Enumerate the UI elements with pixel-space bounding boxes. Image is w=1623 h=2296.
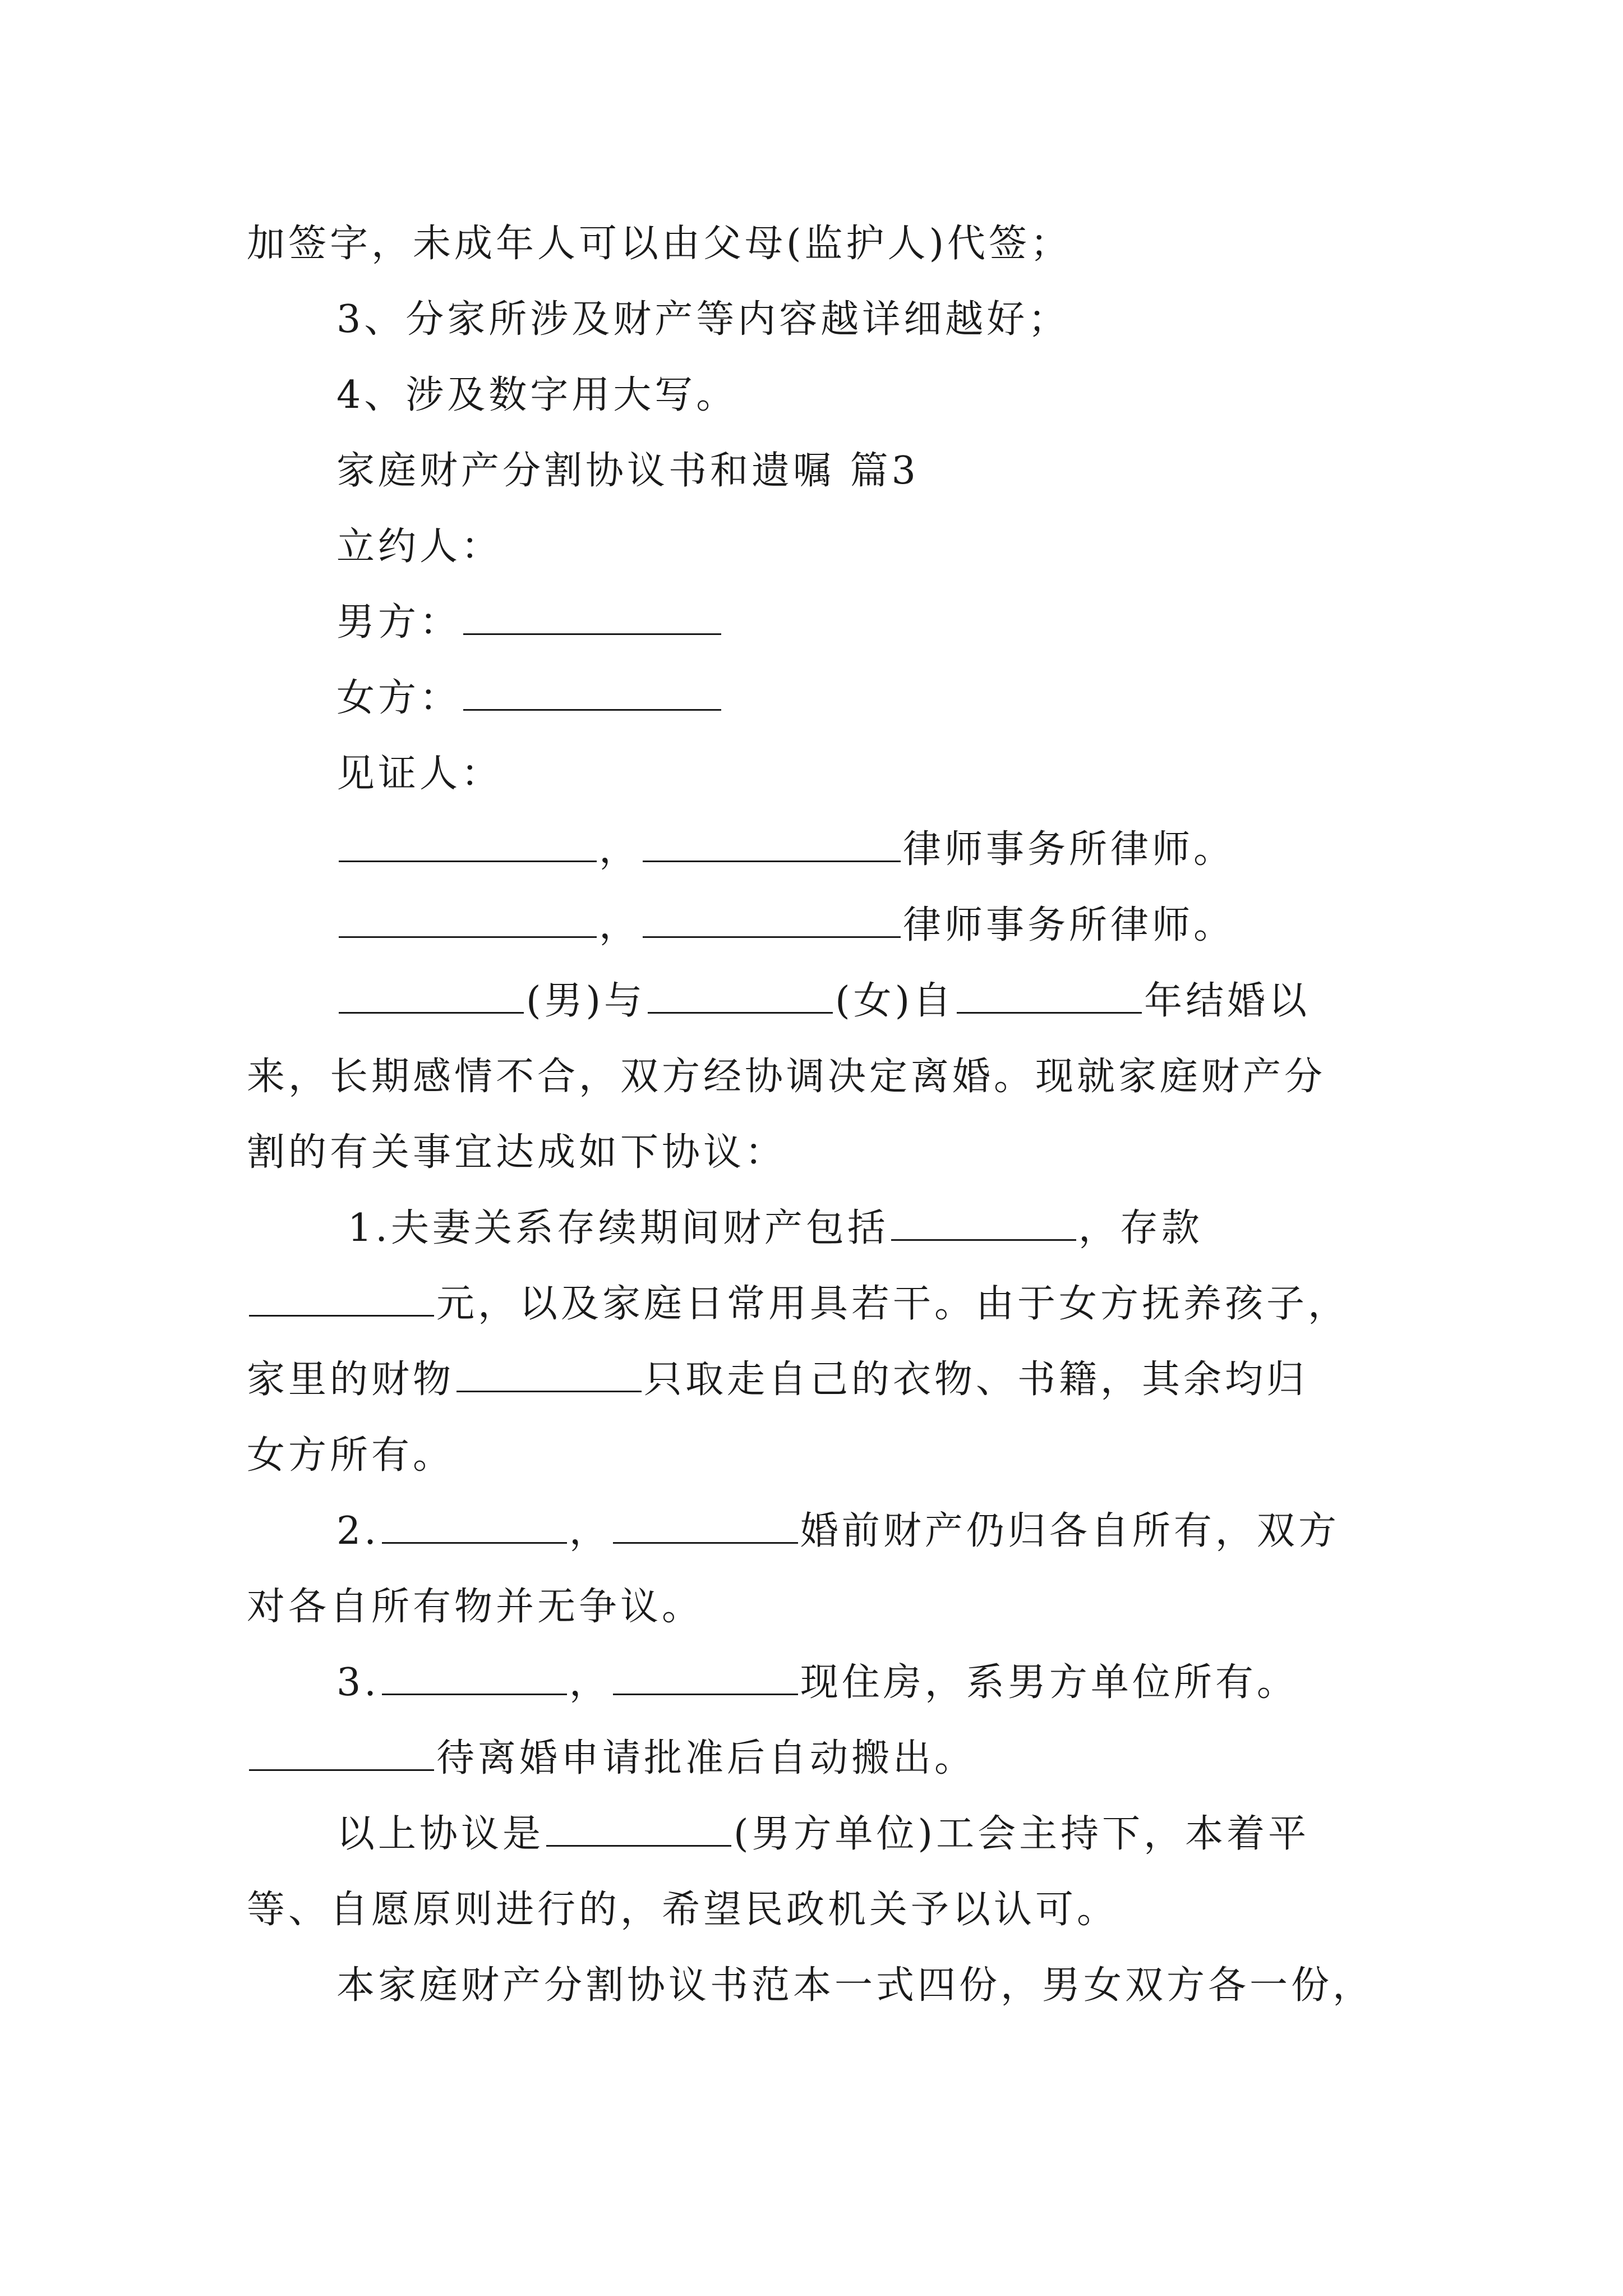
text-line — [336, 356, 1391, 435]
text-segment: 3、分家所涉及财产等内容越详细越好； — [336, 297, 1070, 342]
text-line — [247, 1114, 1391, 1192]
text-line — [336, 508, 1391, 586]
text-segment: 2. — [336, 1509, 380, 1553]
fill-in-blank — [957, 968, 1142, 1014]
text-segment: 来，长期感情不合，双方经协调决定离婚。现就家庭财产分 — [247, 1055, 1326, 1099]
text-line — [348, 1189, 1391, 1268]
field-label: 女方： — [336, 676, 462, 720]
text-line — [336, 1492, 1391, 1571]
fill-in-blank — [339, 817, 597, 862]
field-label: 男方： — [336, 600, 462, 645]
text-segment: ， — [569, 1509, 611, 1553]
text-segment: 律师事务所律师。 — [903, 903, 1235, 947]
section-title: 家庭财产分割协议书和遗嘱 篇3 — [336, 449, 919, 493]
text-line — [247, 1416, 1391, 1495]
text-line — [336, 811, 1391, 889]
fill-in-blank — [249, 1271, 434, 1317]
text-line — [336, 886, 1391, 965]
fill-in-blank — [643, 817, 901, 862]
fill-in-blank — [613, 1498, 798, 1544]
fill-in-blank — [463, 590, 721, 635]
text-segment: 待离婚申请批准后自动搬出。 — [436, 1736, 976, 1780]
text-line — [247, 205, 1391, 283]
text-line — [247, 1038, 1391, 1116]
text-line — [336, 735, 1391, 813]
field-label: 立约人： — [336, 524, 503, 569]
text-segment: 以上协议是 — [336, 1812, 545, 1856]
text-segment: ， — [599, 903, 641, 947]
text-segment: 女方所有。 — [247, 1433, 455, 1478]
text-segment: (女)自 — [835, 979, 955, 1023]
fill-in-blank — [613, 1650, 798, 1695]
text-segment: 年结婚以 — [1144, 979, 1311, 1023]
text-segment: ， — [599, 827, 641, 872]
fill-in-blank — [382, 1650, 567, 1695]
fill-in-blank — [643, 892, 901, 938]
fill-in-blank — [546, 1801, 731, 1847]
text-line — [336, 1644, 1391, 1722]
text-segment: 现住房，系男方单位所有。 — [800, 1660, 1298, 1705]
text-segment: 加签字，未成年人可以由父母(监护人)代签； — [247, 222, 1072, 266]
fill-in-blank — [463, 665, 721, 711]
text-segment: 家里的财物 — [247, 1358, 455, 1402]
text-line — [336, 659, 1391, 738]
text-line — [336, 1795, 1391, 1874]
fill-in-blank — [339, 892, 597, 938]
text-segment: 对各自所有物并无争议。 — [247, 1585, 704, 1629]
text-line — [247, 1265, 1391, 1343]
text-line — [247, 1341, 1391, 1419]
text-line — [336, 583, 1391, 662]
fill-in-blank — [891, 1195, 1076, 1241]
text-segment: ，存款 — [1078, 1206, 1203, 1250]
fill-in-blank — [457, 1347, 642, 1392]
fill-in-blank — [382, 1498, 567, 1544]
text-line — [336, 962, 1391, 1041]
text-line — [336, 280, 1391, 359]
text-segment: 律师事务所律师。 — [903, 827, 1235, 872]
text-segment: 婚前财产仍归各自所有，双方 — [800, 1509, 1340, 1553]
text-segment: 4、涉及数字用大写。 — [336, 373, 738, 417]
field-label: 见证人： — [336, 752, 503, 796]
text-segment: (男方单位)工会主持下，本着平 — [734, 1812, 1310, 1856]
text-segment: 元，以及家庭日常用具若干。由于女方抚养孩子， — [436, 1282, 1350, 1326]
text-segment: 只取走自己的衣物、书籍，其余均归 — [644, 1358, 1308, 1402]
text-segment: 1.夫妻关系存续期间财产包括 — [348, 1206, 889, 1250]
fill-in-blank — [648, 968, 833, 1014]
text-segment: 割的有关事宜达成如下协议： — [247, 1130, 787, 1175]
text-line — [247, 1871, 1391, 1949]
section-heading — [336, 432, 1391, 510]
text-line — [247, 1719, 1391, 1798]
text-segment: (男)与 — [526, 979, 646, 1023]
fill-in-blank — [249, 1726, 434, 1771]
fill-in-blank — [339, 968, 524, 1014]
text-segment: 3. — [336, 1660, 380, 1705]
text-line — [336, 1947, 1391, 2025]
text-segment: 等、自愿原则进行的，希望民政机关予以认可。 — [247, 1888, 1119, 1932]
text-segment: ， — [569, 1660, 611, 1705]
text-segment: 本家庭财产分割协议书范本一式四份，男女双方各一份， — [336, 1963, 1375, 2008]
text-line — [247, 1568, 1391, 1646]
